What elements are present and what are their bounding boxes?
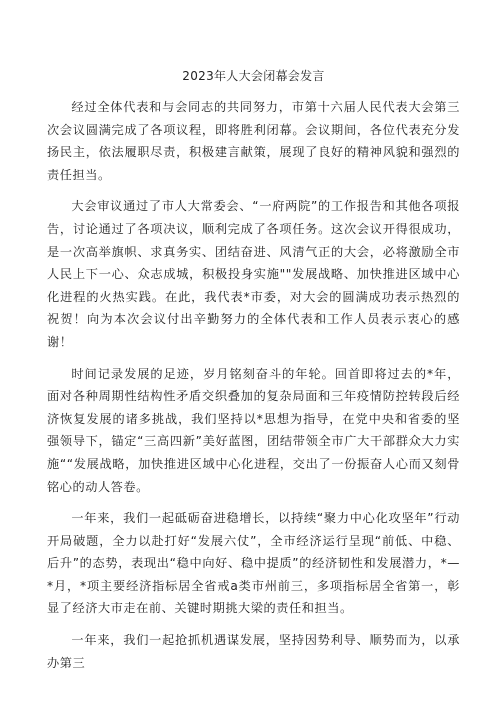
paragraph-5: 一年来，我们一起抢抓机遇谋发展，坚持因势利导、顺势而为，以承办第三: [47, 633, 460, 670]
document-title: 2023年人大会闭幕会发言: [182, 69, 325, 83]
paragraph-4: 一年来，我们一起砥砺奋进稳增长，以持续“聚力中心化攻坚年”行动开局破题，全力以赴打好“发展六仗”，全市经济运行呈现“前低、中稳、后升”的态势，表现出“稳中向好、稳中提质”的经济韧性和发展潜力，*—*月，*项主要经济指标居全省戒a类市州前三，多项指标居全省第一，彰显了经济大市走在前、关键时期挑大梁的责任和担当。: [47, 511, 460, 616]
paragraph-1: 经过全体代表和与会同志的共同努力，市第十六届人民代表大会第三次会议圆满完成了各项议程，即将胜利闭幕。会议期间，各位代表充分发扬民主，依法履职尽责，积极建言献策，展现了良好的精神风貌和强烈的责任担当。: [47, 100, 460, 182]
paragraph-2: 大会审议通过了市人大常委会、“一府两院”的工作报告和其他各项报告，讨论通过了各项决议，顺利完成了各项任务。这次会议开得很成功，是一次高举旗帜、求真务实、团结奋进、风清气正的大会，必将激励全市人民上下一心、众志成城，积极投身实施""发展战略、加快推进区域中心化进程的火热实践。在此，我代表*市委，对大会的圆满成功表示热烈的祝贺！向为本次会议付出辛勤努力的全体代表和工作人员表示衷心的感谢！: [47, 199, 460, 349]
paragraph-3: 时间记录发展的足迹，岁月铭刻奋斗的年轮。回首即将过去的*年，面对各种周期性结构性矛盾交织叠加的复杂局面和三年疫情防控转段后经济恢复发展的诸多挑战，我们坚持以*思想为指导，在党中央和省委的坚强领导下，锚定“三高四新”美好蓝图，团结带领全市广大干部群众大力实施““发展战略，加快推进区域中心化进程，交出了一份振奋人心而又刻骨铭心的动人答卷。: [47, 366, 460, 494]
